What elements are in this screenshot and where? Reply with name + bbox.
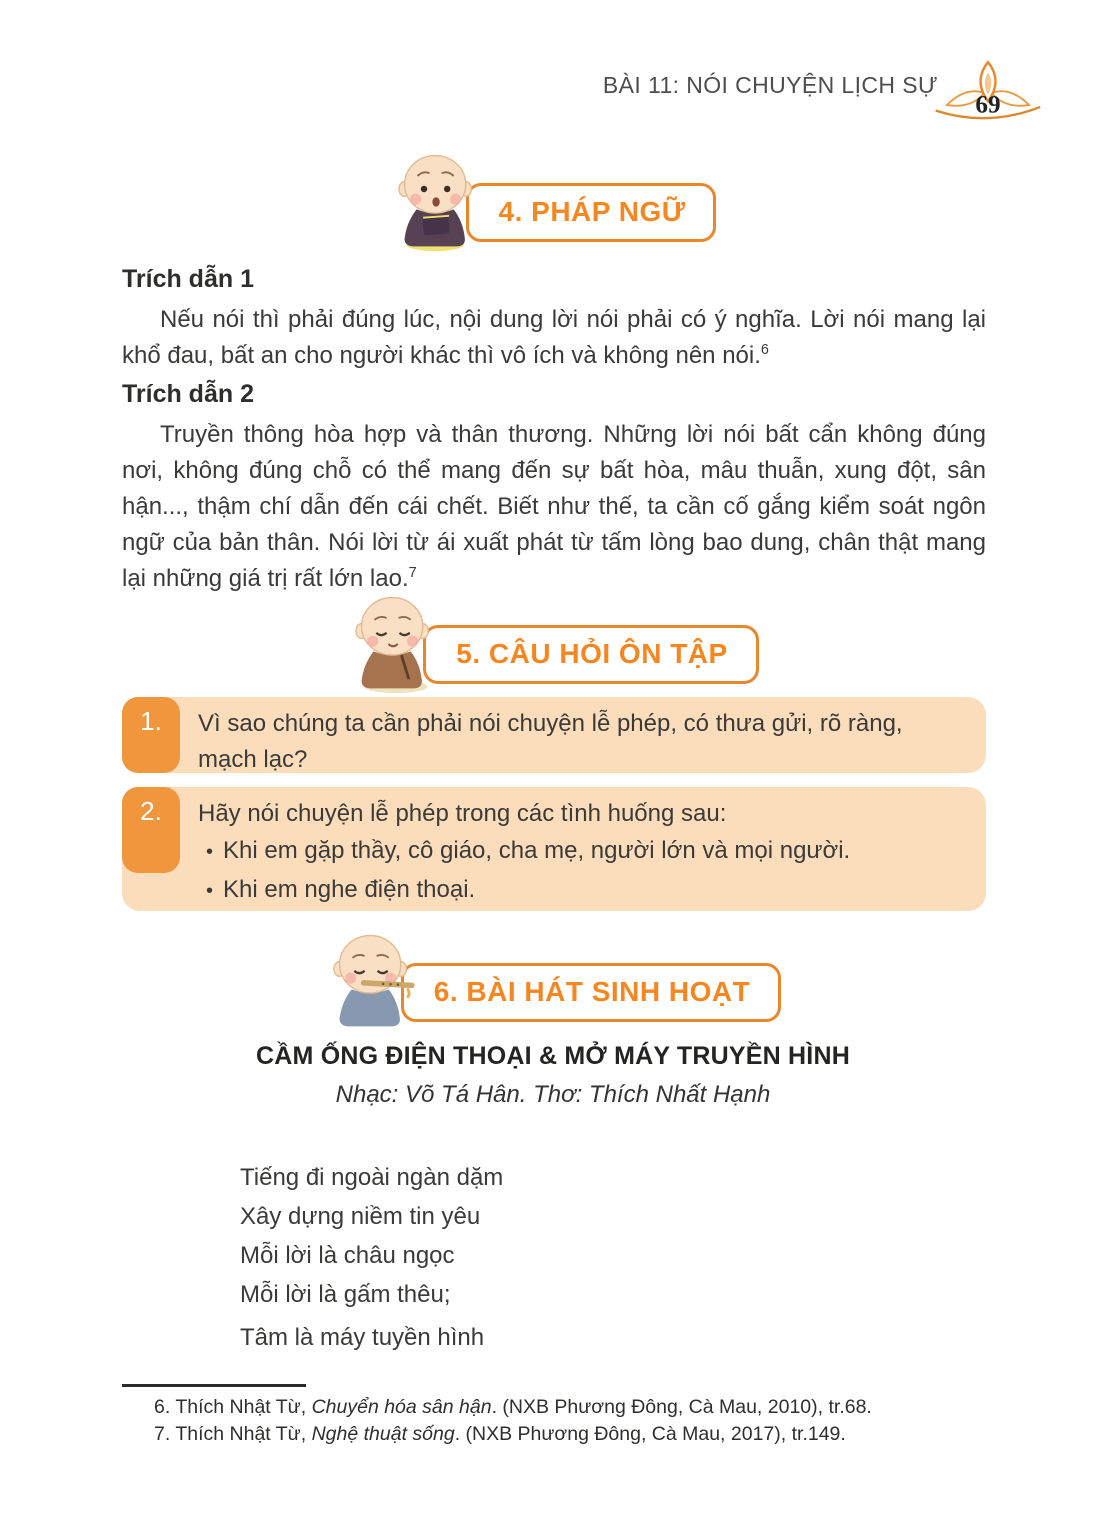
quote1-text: Nếu nói thì phải đúng lúc, nội dung lời nói phải có ý nghĩa. Lời nói mang lại khổ đau, bất an cho người khác thì vô ích và không nên nói. [122, 306, 986, 369]
footnote-6 [154, 1394, 872, 1421]
song-verse-2 [240, 1318, 484, 1357]
question-number-1: 1. [122, 697, 180, 773]
lotus-icon [932, 58, 1044, 126]
page-number: 69 [975, 91, 1001, 119]
question-2-bullet-list [206, 832, 986, 910]
section-cau-hoi-header [0, 592, 1106, 694]
question-number-2: 2. [122, 787, 180, 873]
quote2-heading: Trích dẫn 2 [122, 380, 254, 408]
footnote-ref-6: 6 [760, 342, 769, 358]
song-verse-1 [240, 1158, 503, 1314]
footnote-divider [122, 1384, 306, 1387]
question-box-2 [122, 787, 986, 911]
question-2-bullet-1: • Khi em gặp thầy, cô giáo, cha mẹ, người lớn và mọi người. [206, 832, 964, 871]
footnote-7-author: 7. Thích Nhật Từ, [154, 1423, 312, 1445]
footnote-6-author: 6. Thích Nhật Từ, [154, 1396, 312, 1418]
quote1-paragraph [122, 302, 986, 374]
lyric-line: Mỗi lời là gấm thêu; [240, 1281, 451, 1308]
footnote-6-publisher: . (NXB Phương Đông, Cà Mau, 2010), tr.68. [491, 1396, 872, 1418]
question-2-bullet-2: • Khi em nghe điện thoại. [206, 871, 964, 910]
quote2-text: Truyền thông hòa hợp và thân thương. Những lời nói bất cẩn không đúng nơi, không đúng chỗ có thể mang đến sự bất hòa, mâu thuẫn, xung đột, sân hận..., thậm chí dẫn đến cái chết. Biết như thế, ta cần cố gắng kiểm soát ngôn ngữ của bản thân. Nói lời từ ái xuất phát từ tấm lòng bao dung, chân thật mang lại những giá trị rất lớn lao. [122, 421, 986, 592]
quote2-paragraph [122, 417, 986, 597]
lesson-title: BÀI 11: NÓI CHUYỆN LỊCH SỰ [602, 71, 938, 98]
monk-reading-book-icon [390, 150, 484, 252]
section-bai-hat-header [0, 930, 1106, 1032]
song-title: CẦM ỐNG ĐIỆN THOẠI & MỞ MÁY TRUYỀN HÌNH [256, 1042, 850, 1070]
footnote-7 [154, 1421, 872, 1448]
monk-flute-icon [325, 930, 419, 1032]
lotus-page-number-icon [932, 58, 1044, 126]
footnote-6-book-title: Chuyển hóa sân hận [311, 1396, 492, 1418]
section-phap-ngu-header [0, 150, 1106, 252]
footnote-ref-7: 7 [408, 565, 417, 581]
section-badge-bai-hat: 6. BÀI HÁT SINH HOẠT [401, 963, 781, 1022]
lyric-line: Xây dựng niềm tin yêu [240, 1203, 481, 1230]
lyric-line: Mỗi lời là châu ngọc [240, 1242, 455, 1269]
song-credits: Nhạc: Võ Tá Hân. Thơ: Thích Nhất Hạnh [335, 1081, 771, 1108]
lyric-line: Tiếng đi ngoài ngàn dặm [240, 1164, 504, 1191]
page-header [603, 58, 1044, 126]
footnote-7-book-title: Nghệ thuật sống [311, 1423, 455, 1445]
footnotes [154, 1394, 872, 1448]
monk-writing-icon [347, 592, 441, 694]
question-box-1 [122, 697, 986, 773]
section-badge-cau-hoi: 5. CÂU HỎI ÔN TẬP [423, 625, 758, 684]
question-text-1: Vì sao chúng ta cần phải nói chuyện lễ phép, có thưa gửi, rõ ràng, mạch lạc? [198, 710, 903, 773]
quote1-heading: Trích dẫn 1 [122, 265, 254, 293]
section-badge-phap-ngu: 4. PHÁP NGỮ [466, 183, 717, 242]
lyric-line: Tâm là máy tuyền hình [240, 1324, 485, 1351]
footnote-7-publisher: . (NXB Phương Đông, Cà Mau, 2017), tr.149. [454, 1423, 846, 1445]
question-text-2: Hãy nói chuyện lễ phép trong các tình huống sau: [198, 800, 727, 827]
